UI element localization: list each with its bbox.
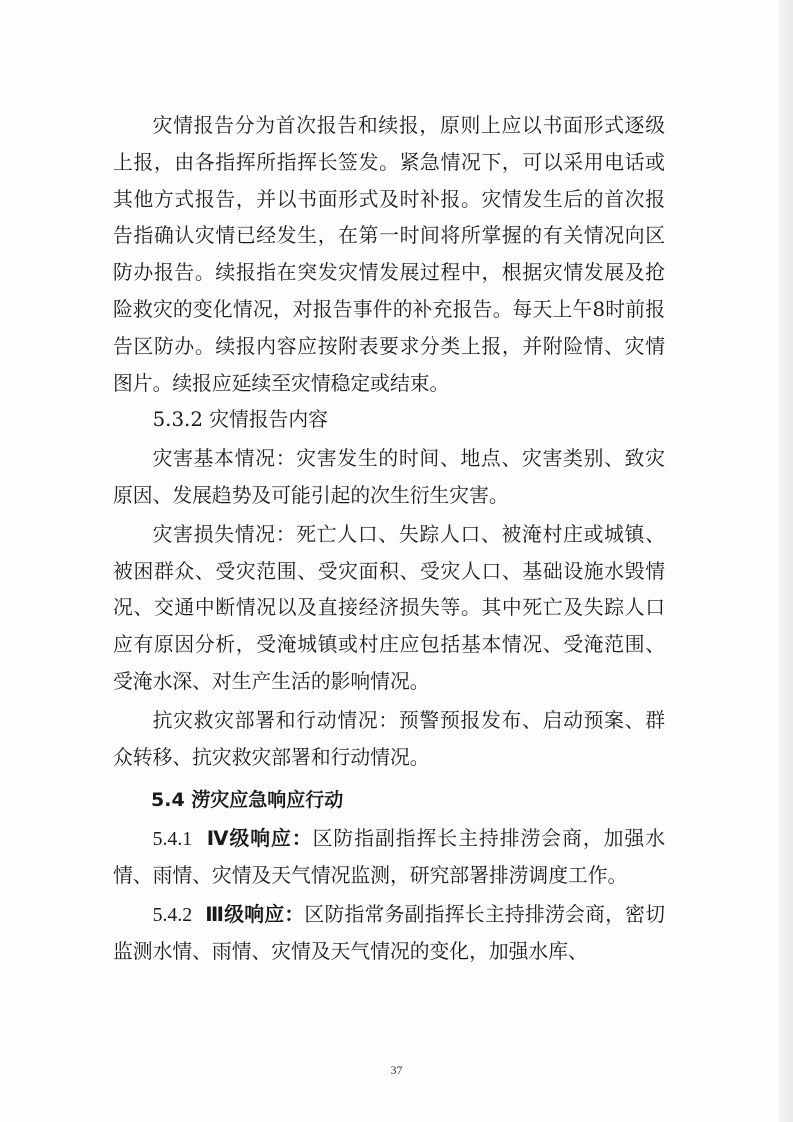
paragraph-relief-actions: 抗灾救灾部署和行动情况：预警预报发布、启动预案、群众转移、抗灾救灾部署和行动情况。: [113, 708, 665, 769]
level4-text: 区防指副指挥长主持排涝会商，加强水情、雨情、灾情及天气情况监测，研究部署排涝调度工作。: [113, 827, 665, 887]
level4-label: Ⅳ级响应：: [206, 827, 313, 851]
level3-label: Ⅲ级响应：: [205, 902, 305, 926]
paragraph-level4-response: [113, 821, 665, 895]
paragraph-disaster-report-types: 灾情报告分为首次报告和续报，原则上应以书面形式逐级上报，由各指挥所指挥长签发。紧急情况下，可以采用电话或其他方式报告，并以书面形式及时补报。灾情发生后的首次报告指确认灾情已经发生，在第一时间将所掌握的有关情况向区防办报告。续报指在突发灾情发展过程中，根据灾情发展及抢险救灾的变化情况，对报告事件的补充报告。每天上午8时前报告区防办。续报内容应按附表要求分类上报，并附险情、灾情图片。续报应延续至灾情稳定或结束。: [113, 114, 665, 395]
paragraph-loss-situation: 灾害损失情况：死亡人口、失踪人口、被淹村庄或城镇、被困群众、受灾范围、受灾面积、受灾人口、基础设施水毁情况、交通中断情况以及直接经济损失等。其中死亡及失踪人口应有原因分析，受淹城镇或村庄应包括基本情况、受淹范围、受淹水深、对生产生活的影响情况。: [113, 522, 665, 693]
scan-edge: [779, 0, 793, 1122]
paragraph-level3-response: [113, 897, 665, 971]
level3-number: 5.4.2: [152, 903, 193, 926]
level3-text: 区防指常务副指挥长主持排涝会商，密切监测水情、雨情、灾情及天气情况的变化，加强水库、: [113, 902, 665, 963]
level4-number: 5.4.1: [152, 828, 193, 851]
document-body: [113, 108, 665, 970]
page-number: 37: [390, 1063, 403, 1077]
section-heading-waterlogging-response: 5.4 涝灾应急响应行动: [151, 789, 344, 812]
subsection-heading-report-content: 5.3.2 灾情报告内容: [152, 408, 328, 432]
paragraph-basic-situation: 灾害基本情况：灾害发生的时间、地点、灾害类别、致灾原因、发展趋势及可能引起的次生衍生灾害。: [113, 447, 665, 507]
